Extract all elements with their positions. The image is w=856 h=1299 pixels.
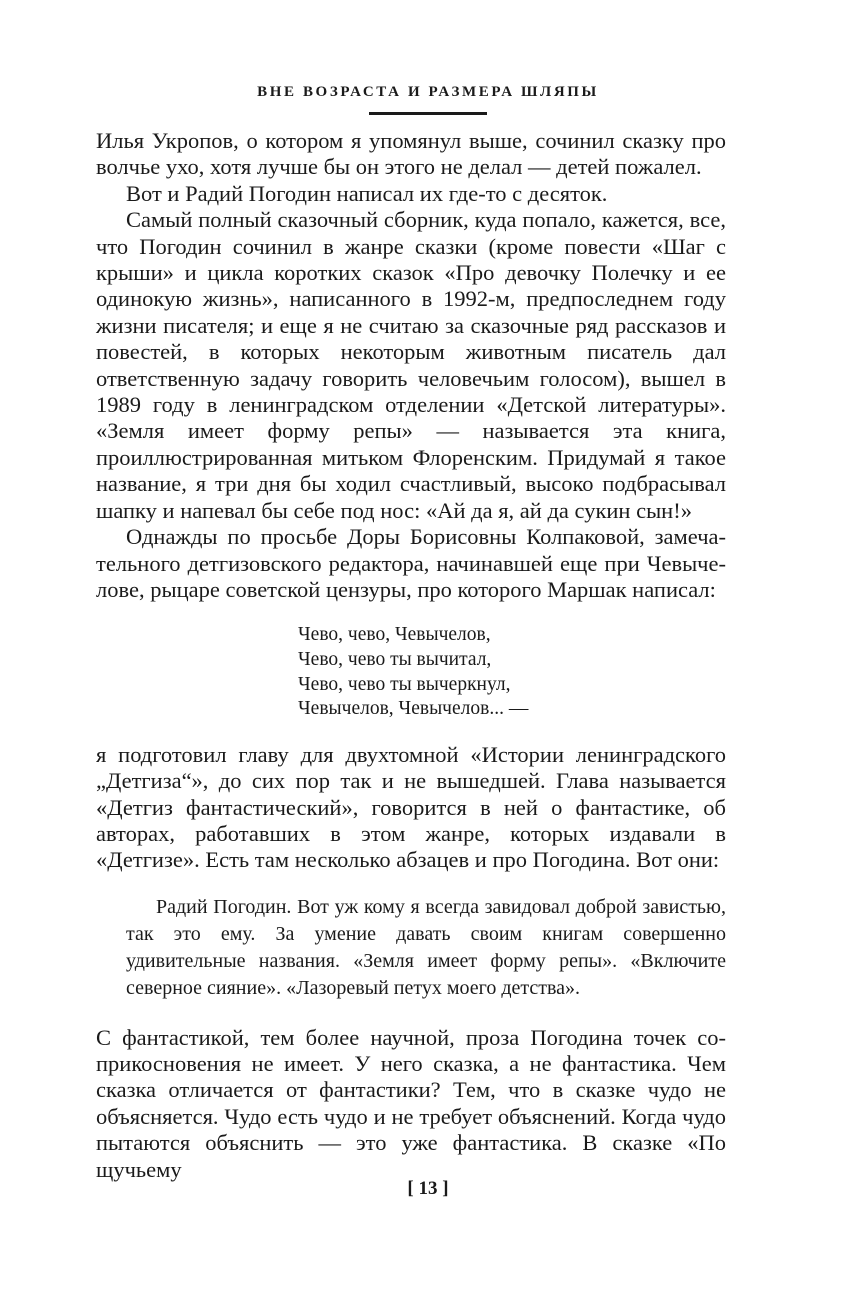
paragraph-1: Илья Укропов, о котором я упомянул выше, сочинил сказку про волчье ухо, хотя лучше бы он этого не делал — детей пожалел. [96,128,726,180]
running-head: ВНЕ ВОЗРАСТА И РАЗМЕРА ШЛЯПЫ [257,84,599,100]
body-text [96,128,726,1183]
paragraph-3: Самый полный сказочный сборник, куда попало, кажется, все, что Погодин сочинил в жанре сказки (кроме повести «Шаг с крыши» и цикла коротких сказок «Про девочку Полечку и ее одинокую жизнь», написанного в 1992-м, предпоследнем году жизни писателя; и еще я не считаю за сказочные ряд рассказов и повестей, в которых некоторым животным писатель дал ответственную задачу говорить человечьим голосом), вышел в 1989 году в ленинградском отделении «Детской литературы». «Земля имеет форму репы» — называется эта книга, проиллюстрированная митьком Флоренским. Придумай я такое название, я три дня бы ходил счастливый, высоко подбрасывал шапку и напевал бы себе под нос: «Ай да я, ай да сукин сын!» [96,207,726,523]
paragraph-6: С фантастикой, тем более научной, проза Погодина точек соприкосновения не имеет. У него сказка, а не фантастика. Чем сказка отличается от фантастики? Тем, что в сказке чудо не объясняется. Чудо есть чудо и не требует объяснений. Когда чудо пытаются объяснить — это уже фантастика. В сказке «По щучьему [96,1024,726,1182]
poem-line: Чево, чево ты вычеркнул, [298,673,511,695]
block-quote: Радий Погодин. Вот уж кому я всегда завидовал доброй завистью, так это ему. За умение давать своим книгам совершенно удивительные названия. «Земля имеет форму репы». «Включите северное сияние». «Лазоревый петух моего детства». [126,895,726,1000]
paragraph-4: Однажды по просьбе Доры Борисовны Колпаковой, замечательного детгизовского редактора, начинавшей еще при Чевычелове, рыцаре советской цензуры, про которого Маршак написал: [96,524,726,602]
poem-line: Чево, чево, Чевычелов, [298,624,491,646]
paragraph-5: я подготовил главу для двухтомной «Истории ленинградского „Детгиза“», до сих пор так и не вышедшей. Глава называется «Детгиз фантастический», говорится в ней о фантастике, об авторах, работавших в этом жанре, которых издавали в «Детгизе». Есть там несколько абзацев и про Погодина. Вот они: [96,741,726,873]
header-rule [369,112,487,115]
page-number: [ 13 ] [407,1178,449,1199]
poem-line: Чево, чево ты вычитал, [298,648,492,670]
poem-block [298,623,726,721]
paragraph-2: Вот и Радий Погодин написал их где-то с десяток. [126,180,608,206]
poem-line: Чевычелов, Чевычелов... — [298,698,529,720]
